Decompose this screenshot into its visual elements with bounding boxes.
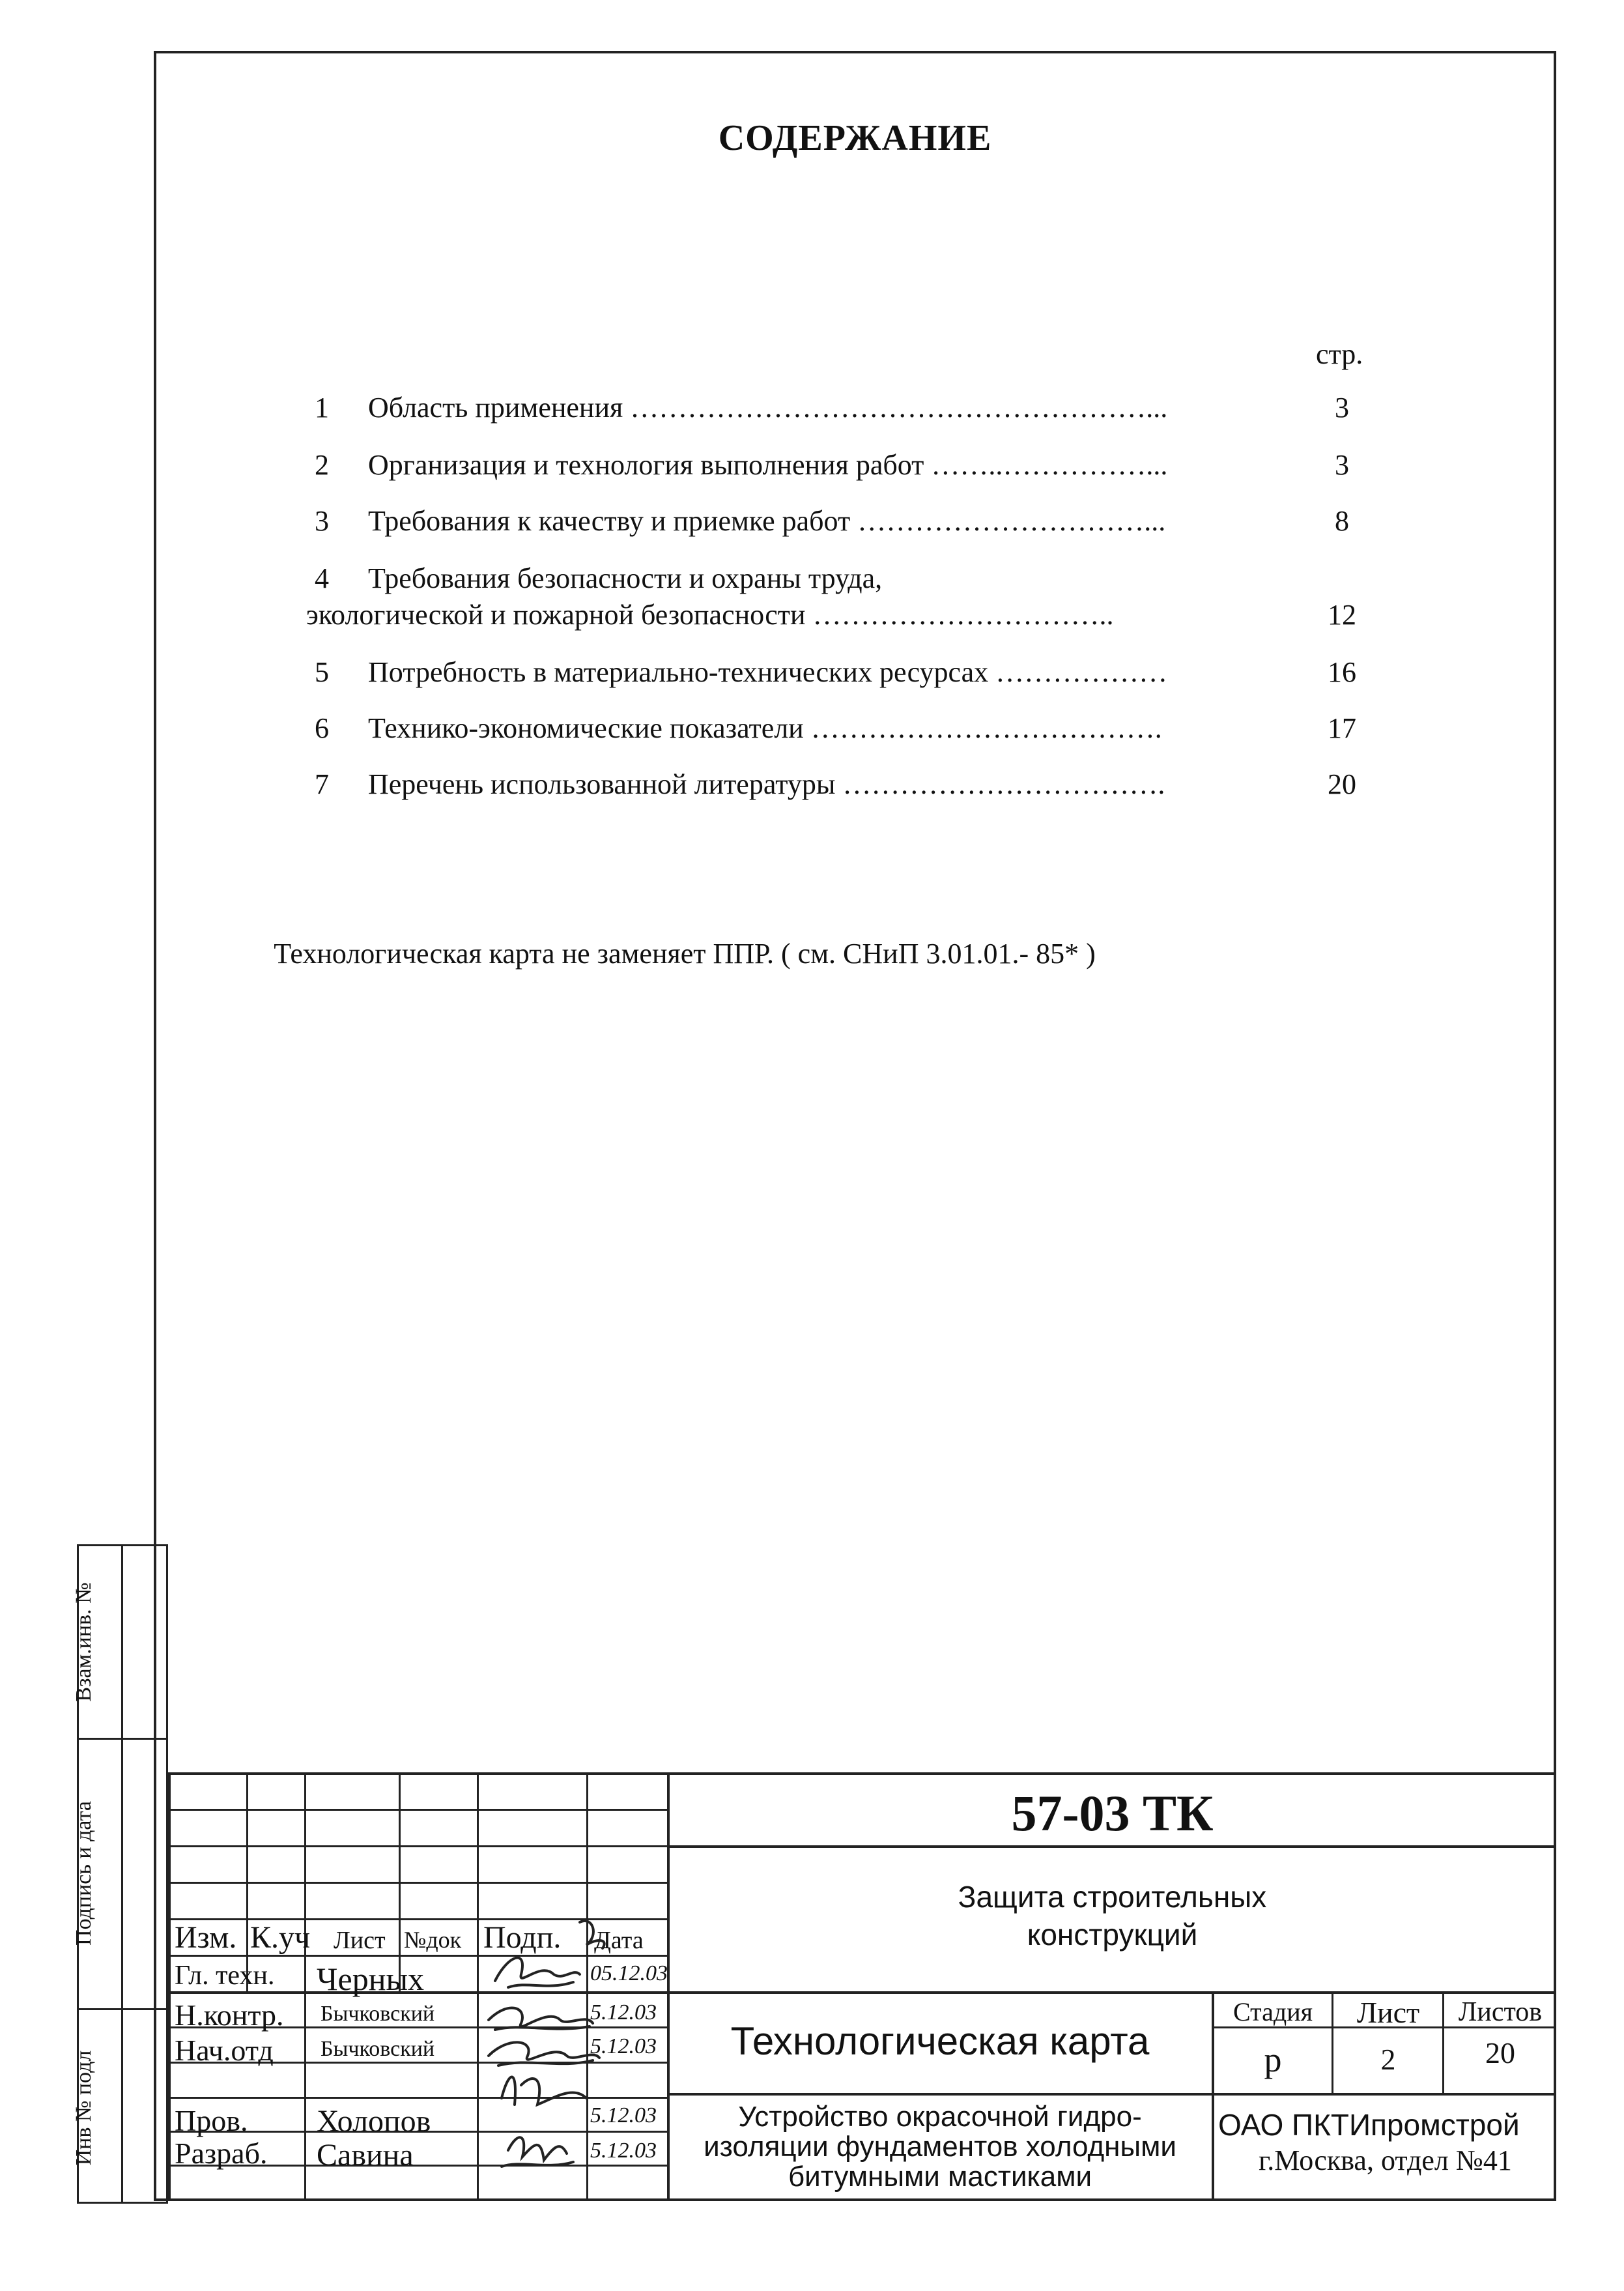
role-name: Бычковский (321, 2002, 435, 2026)
role-label: Пров. (175, 2104, 248, 2137)
toc-item-page: 3 (1335, 392, 1349, 424)
sign-date: 5.12.03 (590, 2000, 657, 2024)
role-label: Нач.отд (175, 2034, 274, 2067)
toc-item-page: 20 (1328, 768, 1356, 800)
list-value: 2 (1380, 2043, 1396, 2076)
toc-item-number: 3 (315, 505, 329, 537)
side-label-inv: Инв № подл (72, 2050, 96, 2166)
signatures-graphic (482, 1909, 671, 2202)
toc-item-text: Область применения ………………………………………………... (368, 392, 1168, 424)
section-title-line1: Защита строительных (958, 1880, 1267, 1914)
role-name: Савина (317, 2138, 414, 2172)
col-header-list: Лист (334, 1927, 386, 1954)
toc-item-number: 2 (315, 449, 329, 481)
work-title-line1: Устройство окрасочной гидро- (738, 2101, 1142, 2133)
sign-date: 5.12.03 (590, 2034, 657, 2058)
toc-item-text: Организация и технология выполнения работ ……..……………... (368, 449, 1168, 481)
page-title: СОДЕРЖАНИЕ (718, 118, 992, 158)
sheet-frame (154, 51, 1556, 2201)
organization-department: г.Москва, отдел №41 (1259, 2144, 1512, 2176)
toc-item-number: 4 (315, 562, 329, 594)
toc-item-page: 16 (1328, 656, 1356, 688)
toc-item-text: Требования безопасности и охраны труда, (368, 562, 883, 594)
stadia-value: р (1264, 2040, 1282, 2079)
listov-label: Листов (1458, 1997, 1543, 2027)
toc-item-text: Технико-экономические показатели ………………………………. (368, 712, 1162, 744)
section-title-line2: конструкций (1027, 1918, 1198, 1952)
organization-name: ОАО ПКТИпромстрой (1218, 2108, 1520, 2142)
document-type: Технологическая карта (730, 2019, 1150, 2063)
toc-item-text: экологической и пожарной безопасности ………………………….. (306, 599, 1114, 631)
role-label: Н.контр. (175, 1998, 284, 2032)
role-label: Гл. техн. (175, 1961, 275, 1991)
sign-date: 5.12.03 (590, 2139, 657, 2163)
toc-item-text: Потребность в материально-технических ресурсах ……………… (368, 656, 1168, 688)
list-label: Лист (1356, 1996, 1420, 2029)
col-header-podp: Подп. (483, 1920, 562, 1955)
work-title-line2: изоляции фундаментов холодными (704, 2131, 1176, 2163)
role-label: Разраб. (175, 2137, 268, 2170)
page-column-label: стр. (1316, 338, 1363, 370)
note-text: Технологическая карта не заменяет ППР. ( см. СНиП 3.01.01.- 85* ) (274, 938, 1096, 970)
col-header-data: Дата (594, 1927, 644, 1954)
toc-item-text: Перечень использованной литературы ……………………………. (368, 768, 1165, 800)
side-label-vzam: Взам.инв. № (72, 1582, 96, 1702)
toc-item-page: 17 (1328, 712, 1356, 744)
role-name: Черных (317, 1961, 425, 1997)
stadia-label: Стадия (1232, 1997, 1313, 2026)
toc-item-page: 8 (1335, 505, 1349, 537)
role-name: Холопов (317, 2104, 431, 2139)
document-code: 57-03 ТК (1011, 1785, 1214, 1841)
sign-date: 5.12.03 (590, 2103, 657, 2127)
side-divider (121, 1544, 123, 2204)
toc-item-page: 12 (1328, 599, 1356, 631)
toc-item-page: 3 (1335, 449, 1349, 481)
col-header-izm: Изм. (175, 1920, 237, 1955)
sign-date: 05.12.03 (590, 1961, 668, 1985)
col-header-kuch: К.уч (250, 1920, 311, 1955)
toc-item-number: 1 (315, 392, 329, 424)
work-title-line3: битумными мастиками (788, 2161, 1092, 2193)
listov-value: 20 (1485, 2036, 1515, 2069)
side-label-podpis: Подпись и дата (72, 1801, 96, 1946)
toc-item-number: 6 (315, 712, 329, 744)
toc-item-text: Требования к качеству и приемке работ …………………………... (368, 505, 1166, 537)
col-header-ndok: №док (404, 1927, 462, 1953)
toc-item-number: 7 (315, 768, 329, 800)
toc-item-number: 5 (315, 656, 329, 688)
role-name: Бычковский (321, 2037, 435, 2061)
